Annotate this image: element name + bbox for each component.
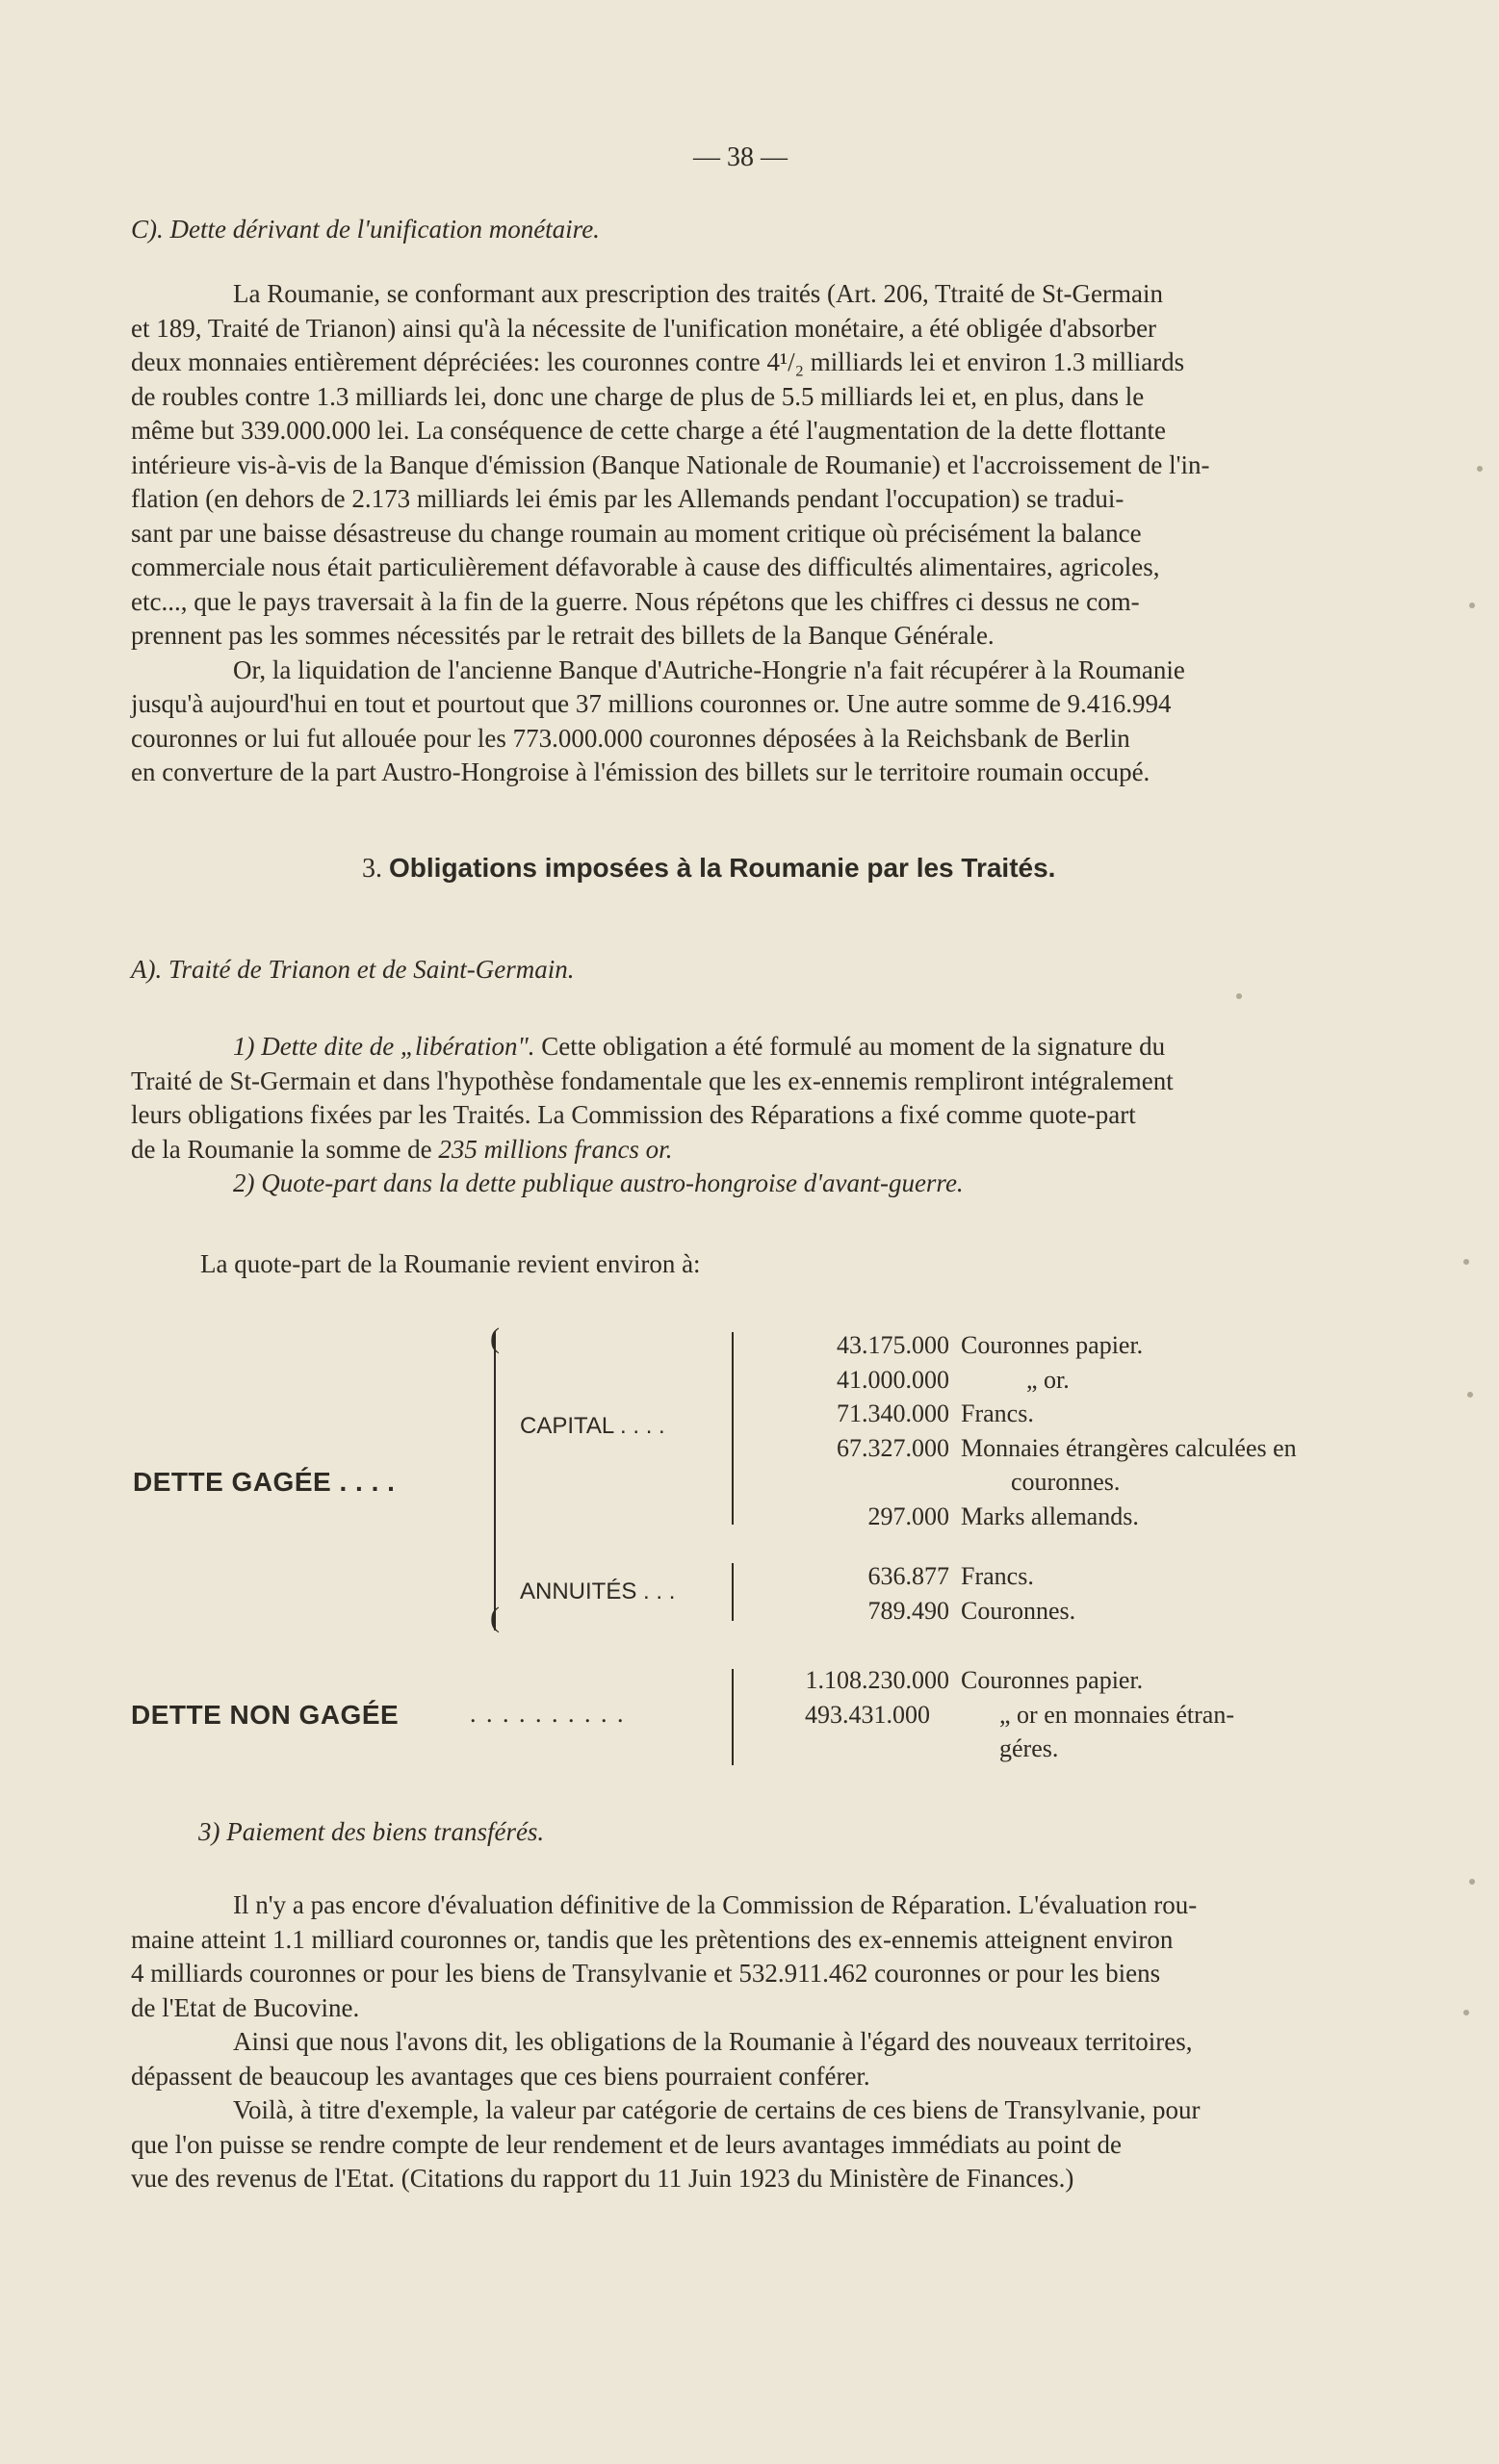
item-1-line4-prefix: de la Roumanie la somme de [131, 1134, 439, 1164]
row-desc: Monnaies étrangères calculées en [961, 1433, 1297, 1462]
row-desc: Marks allemands. [961, 1502, 1139, 1530]
item-1-amount: 235 millions francs or. [438, 1134, 673, 1164]
text-line: intérieure vis-à-vis de la Banque d'émission (Banque Nationale de Roumanie) et l'accroissement de l'in- [131, 449, 1210, 479]
item-1-label: 1) Dette dite de „libération". [233, 1032, 535, 1061]
row-desc: Couronnes. [961, 1596, 1076, 1625]
text-line: en converture de la part Austro-Hongroise à l'émission des billets sur le territoire roumain occupé. [131, 757, 1150, 786]
section-a-title: A). Traité de Trianon et de Saint-Germain. [131, 955, 575, 984]
paper-speck [1463, 2010, 1469, 2015]
paper-speck [1467, 1392, 1473, 1398]
row-amount: 1.108.230.000 [805, 1666, 949, 1694]
row-amount [751, 1465, 949, 1500]
text-line: et 189, Traité de Trianon) ainsi qu'à la nécessite de l'unification monétaire, a été obligée d'absorber [131, 313, 1157, 343]
capital-row [751, 1431, 1367, 1466]
paper-speck [1469, 603, 1475, 608]
text-line: etc..., que le pays traversait à la fin de la guerre. Nous répétons que les chiffres ci dessus ne com- [131, 586, 1140, 616]
row-amount: 71.340.000 [837, 1399, 949, 1427]
row-amount: 297.000 [867, 1502, 949, 1530]
dette-non-gagee-dots: . . . . . . . . . . [470, 1700, 626, 1728]
row-desc: Couronnes papier. [961, 1331, 1144, 1359]
text-line: sant par une baisse désastreuse du change roumain au moment critique où précisément la balance [131, 518, 1142, 548]
capital-row [751, 1465, 1367, 1500]
item-1-text: Cette obligation a été formulé au moment de la signature du [534, 1032, 1166, 1061]
section-3-heading [362, 853, 1055, 885]
page-number: — 38 — [693, 142, 788, 172]
brace-top-hook: ( [490, 1322, 500, 1354]
text-line: de l'Etat de Bucovine. [131, 1992, 360, 2022]
row-amount: 67.327.000 [837, 1433, 949, 1462]
section-3-title: Obligations imposées à la Roumanie par les Traités. [389, 853, 1056, 883]
brace-dette-gagee [494, 1332, 496, 1630]
brace-non-gagee [732, 1669, 734, 1765]
dette-non-gagee-label: DETTE NON GAGÉE [131, 1700, 400, 1730]
row-desc: Couronnes papier. [961, 1666, 1144, 1694]
non-gagee-rows [751, 1663, 1367, 1766]
row-amount [751, 1732, 949, 1766]
row-amount: 636.877 [867, 1562, 949, 1590]
item-3-paragraph [131, 1888, 1367, 2196]
text-line: vue des revenus de l'Etat. (Citations du rapport du 11 Juin 1923 du Ministère de Finances.) [131, 2164, 1074, 2193]
text-line: que l'on puisse se rendre compte de leur rendement et de leurs avantages immédiats au point de [131, 2129, 1123, 2159]
brace-bottom-hook: ( [490, 1602, 500, 1633]
row-desc: couronnes. [1011, 1468, 1121, 1496]
text-line: deux monnaies entièrement dépréciées: les couronnes contre 4¹/₂ milliards lei et environ 1.3 milliards [131, 347, 1185, 376]
text-line: couronnes or lui fut allouée pour les 773.000.000 couronnes déposées à la Reichsbank de Berlin [131, 723, 1130, 753]
row-amount: 493.431.000 [805, 1700, 930, 1729]
row-desc: Francs. [961, 1399, 1034, 1427]
row-desc: „ or en monnaies étran- [999, 1700, 1235, 1729]
text-line: Il n'y a pas encore d'évaluation définitive de la Commission de Réparation. L'évaluation rou- [233, 1890, 1198, 1919]
non-gagee-row [751, 1698, 1367, 1732]
text-line [131, 1133, 1367, 1168]
capital-label: CAPITAL . . . . [520, 1413, 665, 1439]
capital-row [751, 1328, 1367, 1363]
text-line: Ainsi que nous l'avons dit, les obligations de la Roumanie à l'égard des nouveaux territoires, [233, 2027, 1193, 2056]
annuites-row [751, 1559, 1367, 1594]
text-line: flation (en dehors de 2.173 milliards lei émis par les Allemands pendant l'occupation) se tradui- [131, 484, 1124, 513]
paper-speck [1469, 1879, 1475, 1885]
item-2-title: 2) Quote-part dans la dette publique austro-hongroise d'avant-guerre. [233, 1168, 964, 1197]
text-line: commerciale nous était particulièrement défavorable à cause des difficultés alimentaires, agricoles, [131, 552, 1160, 581]
paper-speck [1236, 993, 1242, 999]
text-line: leurs obligations fixées par les Traités. La Commission des Réparations a fixé comme quote-part [131, 1100, 1136, 1129]
text-line [131, 1030, 1367, 1065]
section-c-paragraph [131, 277, 1367, 790]
text-line: Or, la liquidation de l'ancienne Banque d'Autriche-Hongrie n'a fait récupérer à la Roumanie [233, 654, 1185, 684]
text-line: Traité de St-Germain et dans l'hypothèse fondamentale que les ex-ennemis rempliront intégralement [131, 1065, 1174, 1095]
row-desc: Francs. [961, 1562, 1034, 1590]
row-amount: 41.000.000 [837, 1365, 949, 1394]
text-line: 4 milliards couronnes or pour les biens de Transylvanie et 532.911.462 couronnes or pour les biens [131, 1959, 1161, 1988]
dette-gagee-label: DETTE GAGÉE . . . . [133, 1467, 396, 1497]
text-line: même but 339.000.000 lei. La conséquence de cette charge a été l'augmentation de la dette flottante [131, 416, 1166, 445]
brace-annuites [732, 1563, 734, 1621]
paper-speck [1477, 466, 1483, 472]
text-line: dépassent de beaucoup les avantages que ces biens pourraient conférer. [131, 2061, 870, 2091]
text-line: Voilà, à titre d'exemple, la valeur par catégorie de certains de ces biens de Transylvanie, pour [233, 2095, 1201, 2124]
text-line: prennent pas les sommes nécessités par le retrait des billets de la Banque Générale. [131, 621, 995, 650]
brace-capital [732, 1332, 734, 1525]
capital-row [751, 1397, 1367, 1431]
text-line: jusqu'à aujourd'hui en tout et pourtout que 37 millions couronnes or. Une autre somme de 9.416.994 [131, 689, 1172, 718]
paper-speck [1463, 1259, 1469, 1265]
capital-rows [751, 1328, 1367, 1533]
capital-row [751, 1363, 1367, 1398]
annuites-label: ANNUITÉS . . . [520, 1578, 676, 1604]
non-gagee-row [751, 1732, 1367, 1766]
section-c-title: C). Dette dérivant de l'unification monétaire. [131, 215, 600, 244]
row-amount: 789.490 [867, 1596, 949, 1625]
row-amount: 43.175.000 [837, 1331, 949, 1359]
quote-part-intro: La quote-part de la Roumanie revient environ à: [200, 1249, 701, 1278]
section-3-number: 3. [362, 854, 382, 884]
row-desc: géres. [999, 1734, 1059, 1762]
text-line: de roubles contre 1.3 milliards lei, donc une charge de plus de 5.5 milliards lei et, en plus, dans le [131, 381, 1145, 411]
capital-row [751, 1500, 1367, 1534]
item-3-title: 3) Paiement des biens transférés. [198, 1817, 545, 1846]
annuites-rows [751, 1559, 1367, 1628]
item-1-paragraph [131, 1030, 1367, 1201]
text-line: La Roumanie, se conformant aux prescription des traités (Art. 206, Ttraité de St-Germain [233, 279, 1163, 308]
non-gagee-row [751, 1663, 1367, 1698]
annuites-row [751, 1594, 1367, 1629]
row-desc: „ or. [1026, 1365, 1070, 1394]
text-line: maine atteint 1.1 milliard couronnes or, tandis que les prètentions des ex-ennemis atteignent environ [131, 1924, 1174, 1954]
